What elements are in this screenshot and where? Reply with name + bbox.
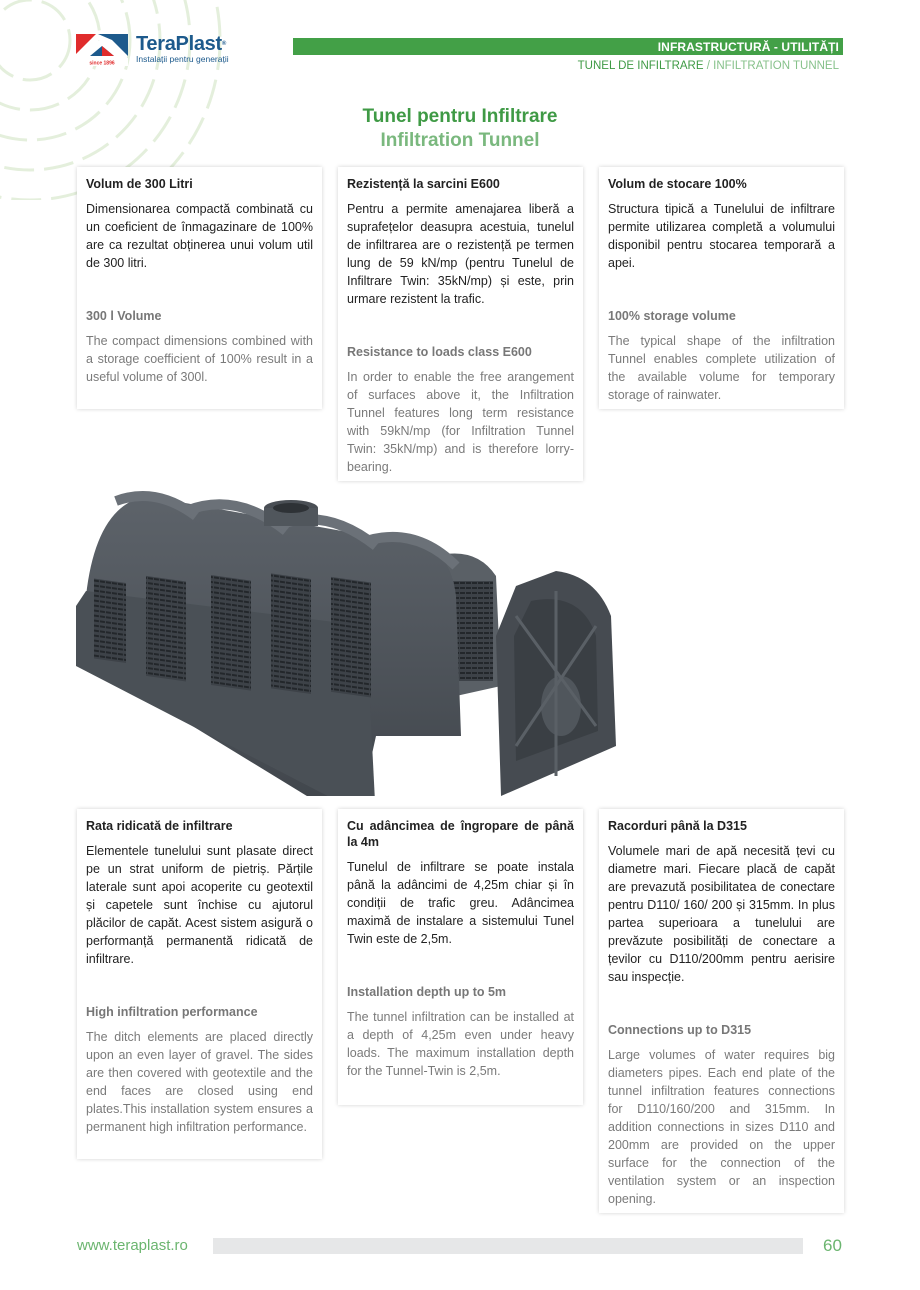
feature-card-connections bbox=[599, 809, 844, 1213]
card-text-en: The ditch elements are placed directly upon an even layer of gravel. The sides are then covered with geotextile and the end faces are closed using end plates.This installation system ensures a permanent high infiltration performance. bbox=[86, 1030, 313, 1134]
section-subtitle bbox=[578, 60, 839, 72]
card-text-ro: Elementele tunelului sunt plasate direct pe un strat uniform de pietriș. Părțile laterale sunt apoi acoperite cu geotextil și capetele sunt închise cu ajutorul plăcilor de capăt. Acest sistem asigură o performanță permanentă ridicată de infiltrare. bbox=[86, 844, 313, 966]
card-title-ro: Racorduri până la D315 bbox=[608, 819, 747, 833]
card-title-ro: Rata ridicată de infiltrare bbox=[86, 819, 233, 833]
feature-card-installation-depth bbox=[338, 809, 583, 1105]
subtitle-en: INFILTRATION TUNNEL bbox=[713, 60, 839, 72]
page-title-en: Infiltration Tunnel bbox=[380, 130, 540, 151]
card-text-ro: Tunelul de infiltrare se poate instala până la adâncimi de 4,25m chiar și în condiții de trafic greu. Adâncimea maximă de instalare a sistemului Tunel Twin este de 2,5m. bbox=[347, 860, 574, 946]
card-title-en: 300 l Volume bbox=[86, 309, 162, 323]
card-text-en: The tunnel infiltration can be installed at a depth of 4,25m even under heavy loads. The maximum installation depth for the Tunnel-Twin is 2,5m. bbox=[347, 1010, 574, 1078]
card-text-en: The compact dimensions combined with a storage coefficient of 100% result in a useful volume of 300l. bbox=[86, 334, 313, 384]
website-link[interactable]: www.teraplast.ro bbox=[77, 1237, 188, 1254]
page-number: 60 bbox=[823, 1236, 842, 1255]
feature-card-volume bbox=[77, 167, 322, 409]
card-title-en: Installation depth up to 5m bbox=[347, 985, 507, 999]
card-title-ro: Volum de stocare 100% bbox=[608, 177, 747, 191]
card-text-ro: Structura tipică a Tunelului de infiltrare permite utilizarea completă a volumului disponibil pentru stocarea temporară a apei. bbox=[608, 202, 835, 270]
teraplast-logo[interactable] bbox=[76, 34, 229, 66]
teraplast-roof-icon bbox=[76, 34, 128, 66]
card-title-ro: Cu adâncimea de îngropare de până la 4m bbox=[347, 819, 574, 849]
feature-card-infiltration-rate bbox=[77, 809, 322, 1159]
card-title-en: 100% storage volume bbox=[608, 309, 736, 323]
card-text-ro: Volumele mari de apă necesită țevi cu diametre mari. Fiecare placă de capăt are prevazută posibilitatea de conectare pentru D110/ 160/ 200 și 315mm. In plus partea superioara a tunelului are prevăzute posibilități de conectare a țevilor cu D110/200mm pentru aerisire sau inspecție. bbox=[608, 844, 835, 984]
card-text-en: The typical shape of the infiltration Tunnel enables complete utilization of the available volume for temporary storage of rainwater. bbox=[608, 334, 835, 402]
brand-tagline: Instalații pentru generații bbox=[136, 54, 229, 64]
card-title-en: High infiltration performance bbox=[86, 1005, 258, 1019]
page-title-ro: Tunel pentru Infiltrare bbox=[362, 106, 558, 127]
footer-divider bbox=[213, 1238, 803, 1254]
feature-card-storage bbox=[599, 167, 844, 409]
card-title-en: Connections up to D315 bbox=[608, 1023, 752, 1037]
card-text-en: In order to enable the free arangement of surfaces above it, the Infiltration Tunnel features long term resistance with 59kN/mp (for Infiltration Tunnel Twin: 35kN/mp) and is therefore lorry-bearing. bbox=[347, 370, 574, 474]
feature-card-load-resistance bbox=[338, 167, 583, 481]
subtitle-ro: TUNEL DE INFILTRARE bbox=[577, 60, 704, 72]
card-title-ro: Rezistență la sarcini E600 bbox=[347, 177, 500, 191]
card-text-ro: Pentru a permite amenajarea liberă a suprafețelor deasupra acestuia, tunelul de infiltrarea are o rezistență pe termen lung de 59 kN/mp (pentru Tunelul de Infiltrare Twin: 35kN/mp) și este, prin urmare rezistent la trafic. bbox=[347, 202, 574, 306]
subtitle-separator: / bbox=[703, 60, 714, 72]
page-title bbox=[0, 105, 920, 153]
card-title-ro: Volum de 300 Litri bbox=[86, 177, 193, 191]
infiltration-tunnel-image bbox=[76, 486, 621, 796]
card-title-en: Resistance to loads class E600 bbox=[347, 345, 532, 359]
category-bar bbox=[293, 38, 843, 55]
card-text-ro: Dimensionarea compactă combinată cu un coeficient de înmagazinare de 100% are ca rezultat obținerea unui volum util de 300 litri. bbox=[86, 202, 313, 270]
since-label: since 1896 bbox=[89, 60, 115, 66]
card-text-en: Large volumes of water requires big diameters pipes. Each end plate of the tunnel infiltration features connections for D110/160/200 and 315mm. In addition connections in sizes D110 and 200mm are provided on the upper surface for the connection of the ventilation system or an inspection opening. bbox=[608, 1048, 835, 1206]
brand-name: TeraPlast® bbox=[136, 33, 226, 55]
category-label: INFRASTRUCTURĂ - UTILITĂȚI bbox=[657, 39, 839, 54]
